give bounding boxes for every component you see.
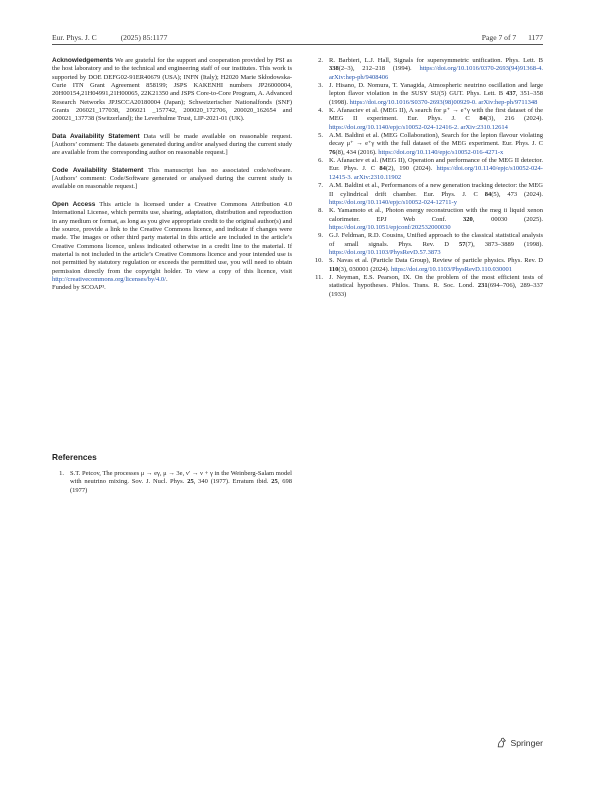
running-header-right	[482, 33, 543, 42]
reference-number: 11.	[315, 273, 323, 281]
reference-text	[329, 57, 543, 82]
reference-text	[329, 107, 543, 132]
running-header-left	[52, 33, 167, 42]
reference-item	[311, 257, 543, 274]
reference-bold: 57	[459, 240, 466, 248]
code-availability-text: This manuscript has no associated code/software. [Authors’ comment: Code/Software generated or analysed during the current study is available on reasonable request.]	[52, 166, 293, 191]
reference-text	[329, 257, 543, 274]
reference-post: , 340 (1977). Erratum ibid.	[193, 478, 272, 486]
reference-pre: K. Afanaciev et al. (MEG II), A search for μ⁺ → e⁺γ with the first dataset of the MEG II experiment. Eur. Phys. J. C	[329, 107, 543, 123]
reference-text	[329, 182, 543, 207]
acknowledgements-label: Acknowledgements	[52, 57, 114, 64]
reference-pre: R. Barbieri, L.J. Hall, Signals for supersymmetric unification. Phys. Lett. B	[329, 57, 543, 64]
springer-horse-icon	[496, 737, 507, 748]
reference-bold: 84	[479, 115, 486, 123]
reference-pre: G.J. Feldman, R.D. Cousins, Unified approach to the classical statistical analysis of small signals. Phys. Rev. D	[329, 232, 543, 248]
reference-post: (8), 434 (2016).	[335, 148, 379, 156]
reference-link[interactable]: https://doi.org/10.1016/0370-2693(94)91368-4. arXiv:hep-ph/9408406	[329, 65, 543, 81]
reference-text	[329, 157, 543, 182]
acknowledgements-text: We are grateful for the support and cooperation provided by PSI as the host laboratory and to the technical and engineering staff of our institutes. This work is supported by DOE DEFG02-91ER40679 (USA); INFN (Italy); H2020 Marie Skłodowska-Curie ITN Grant Agreement 858199; JSPS KAKENHI numbers JP26000004, 20H00154,21H04991,21H00065, 22K21350 and JSPS Core-to-Core Program, A. Advanced Research Networks JPJSCCA20180004 (Japan); Schweizerischer Nationalfonds (SNF) Grants 206021_177038, 206021 _157742, 200020_172706, 200020_162654 and 200021_137738 (Switzerland); the Leverhulme Trust, LIP-2021-01 (UK).	[52, 57, 292, 123]
reference-bold: 338	[329, 65, 339, 73]
left-column	[52, 57, 292, 293]
open-access	[52, 201, 292, 293]
reference-number: 9.	[318, 232, 323, 240]
reference-post2: , 698 (1977)	[70, 478, 293, 494]
page-indicator: Page 7 of 7	[481, 33, 517, 42]
reference-text	[329, 82, 543, 107]
open-access-text: This article is licensed under a Creative Commons Attribution 4.0 International License, which permits use, sharing, adaptation, distribution and reproduction in any medium or format, as long as you give appropriate credit to the original author(s) and the source, provide a link to the Creative Commons licence, and indicate if changes were made. The images or other third party material in this article are included in the article’s Creative Commons licence, unless indicated otherwise in a credit line to the material. If material is not included in the article’s Creative Commons licence and your intended use is not permitted by statutory regulation or exceeds the permitted use, you will need to obtain permission directly from the copyright holder. To view a copy of this licence, visit	[52, 200, 293, 275]
reference-item	[311, 182, 543, 207]
acknowledgements	[52, 57, 292, 124]
references-list-right	[311, 57, 543, 299]
reference-post: (5), 473 (2024).	[491, 190, 543, 198]
reference-item	[311, 57, 543, 82]
publisher-name: Springer	[510, 737, 543, 748]
licence-link[interactable]: http://creativecommons.org/licenses/by/4.0/	[52, 275, 166, 283]
publisher-footer	[496, 737, 543, 748]
references-list-left	[52, 470, 292, 495]
reference-post: , 351–358 (1998).	[329, 90, 544, 106]
reference-number: 10.	[314, 257, 323, 265]
funded-by: Funded by SCOAP³.	[52, 284, 106, 292]
code-availability	[52, 167, 292, 192]
reference-pre: K. Afanaciev et al. (MEG II), Operation and performance of the MEG II detector. Eur. Phys. J. C	[329, 157, 543, 173]
reference-post: (2–3), 212–218 (1994).	[338, 65, 420, 73]
reference-pre: A.M. Baldini et al., Performances of a new generation tracking detector: the MEG II cylindrical drift chamber. Eur. Phys. J. C	[329, 182, 543, 198]
reference-link[interactable]: https://doi.org/10.1140/epjc/s10052-016-4271-x	[378, 148, 504, 156]
data-availability-label: Data Availability Statement	[52, 132, 140, 140]
reference-text	[329, 132, 543, 157]
reference-bold: 320	[463, 215, 473, 223]
reference-bold2: 25	[271, 478, 278, 486]
reference-number: 3.	[318, 82, 323, 90]
header-rule	[52, 44, 543, 45]
reference-text	[329, 232, 543, 257]
reference-number: 5.	[318, 132, 323, 140]
reference-bold: 84	[379, 165, 386, 173]
reference-text	[329, 207, 543, 232]
reference-pre: K. Yamamoto et al., Photon energy reconstruction with the meg ii liquid xenon calorimeter. EPJ Web Conf.	[329, 207, 543, 223]
reference-number: 1.	[59, 470, 64, 477]
reference-pre: S.T. Petcov, The processes μ → eγ, μ → 3e, ν′ → ν + γ in the Weinberg-Salam model with neutrino mixing. Sov. J. Nucl. Phys.	[70, 470, 292, 486]
reference-pre: J. Hisano, D. Nomura, T. Yanagida, Atmospheric neutrino oscillation and large lepton flavor violation in the SUSY SU(5) GUT. Phys. Lett. B	[329, 82, 543, 98]
reference-post: (694–706), 289–337 (1933)	[329, 282, 543, 298]
references-heading: References	[52, 452, 97, 462]
data-availability	[52, 133, 292, 158]
code-availability-label: Code Availability Statement	[52, 166, 144, 174]
reference-item	[311, 82, 543, 107]
data-availability-text: Data will be made available on reasonable request. [Authors’ comment: The datasets generated during and/or analysed during the current study are available from the corresponding author on reasonable request.]	[52, 132, 292, 157]
reference-post: (3), 030001 (2024).	[338, 265, 391, 273]
open-access-label: Open Access	[52, 200, 96, 208]
reference-link[interactable]: https://doi.org/10.1140/epjc/s10052-024-12416-2. arXiv:2310.12614	[329, 123, 508, 131]
reference-link[interactable]: https://doi.org/10.1140/epjc/s10052-024-12415-3. arXiv:2310.11902	[329, 165, 543, 181]
volume-info: (2025) 85:1177	[120, 33, 168, 42]
journal-name: Eur. Phys. J. C	[52, 33, 97, 42]
reference-bold: 25	[187, 478, 194, 486]
article-number: 1177	[528, 33, 543, 42]
reference-item	[311, 107, 543, 132]
reference-link[interactable]: https://doi.org/10.1103/PhysRevD.110.030001	[390, 265, 513, 273]
reference-bold: 110	[329, 265, 339, 273]
reference-number: 4.	[318, 107, 323, 115]
reference-link[interactable]: https://doi.org/10.1103/PhysRevD.57.3873	[329, 248, 441, 256]
reference-link[interactable]: https://doi.org/10.1140/epjc/s10052-024-12711-y	[329, 198, 457, 206]
reference-item	[52, 470, 292, 495]
reference-post: (3), 216 (2024).	[485, 115, 543, 123]
reference-bold: 76	[329, 148, 336, 156]
reference-post: , 00030 (2025).	[472, 215, 543, 223]
reference-item	[311, 132, 543, 157]
reference-number: 7.	[318, 182, 323, 190]
reference-number: 8.	[318, 207, 323, 215]
reference-link[interactable]: https://doi.org/10.1016/S0370-2693(98)00929-0. arXiv:hep-ph/9711348	[349, 98, 538, 106]
reference-text	[70, 470, 292, 495]
reference-post: (7), 3873–3889 (1998).	[465, 240, 543, 248]
reference-pre: A.M. Baldini et al. (MEG Collaboration), Search for the lepton flavour violating decay μ⁺ → e⁺γ with the full dataset of the MEG experiment. Eur. Phys. J. C	[329, 132, 543, 148]
open-access-after: .	[165, 275, 168, 283]
reference-text	[329, 274, 543, 299]
reference-item	[311, 274, 543, 299]
reference-item	[311, 207, 543, 232]
reference-number: 2.	[318, 57, 323, 64]
reference-item	[311, 232, 543, 257]
reference-pre: S. Navas et al. (Particle Data Group), Review of particle physics. Phys. Rev. D	[329, 257, 543, 265]
reference-bold: 231	[477, 282, 488, 290]
reference-bold: 437	[506, 90, 516, 98]
reference-item	[311, 157, 543, 182]
reference-link[interactable]: https://doi.org/10.1051/epjconf/202532000030	[329, 223, 451, 231]
reference-bold: 84	[484, 190, 492, 198]
reference-number: 6.	[318, 157, 323, 165]
reference-pre: J. Neyman, E.S. Pearson, IX. On the problem of the most efficient tests of statistical hypotheses. Philos. Trans. R. Soc. Lond.	[329, 273, 543, 290]
reference-post: (2), 190 (2024).	[385, 165, 437, 173]
